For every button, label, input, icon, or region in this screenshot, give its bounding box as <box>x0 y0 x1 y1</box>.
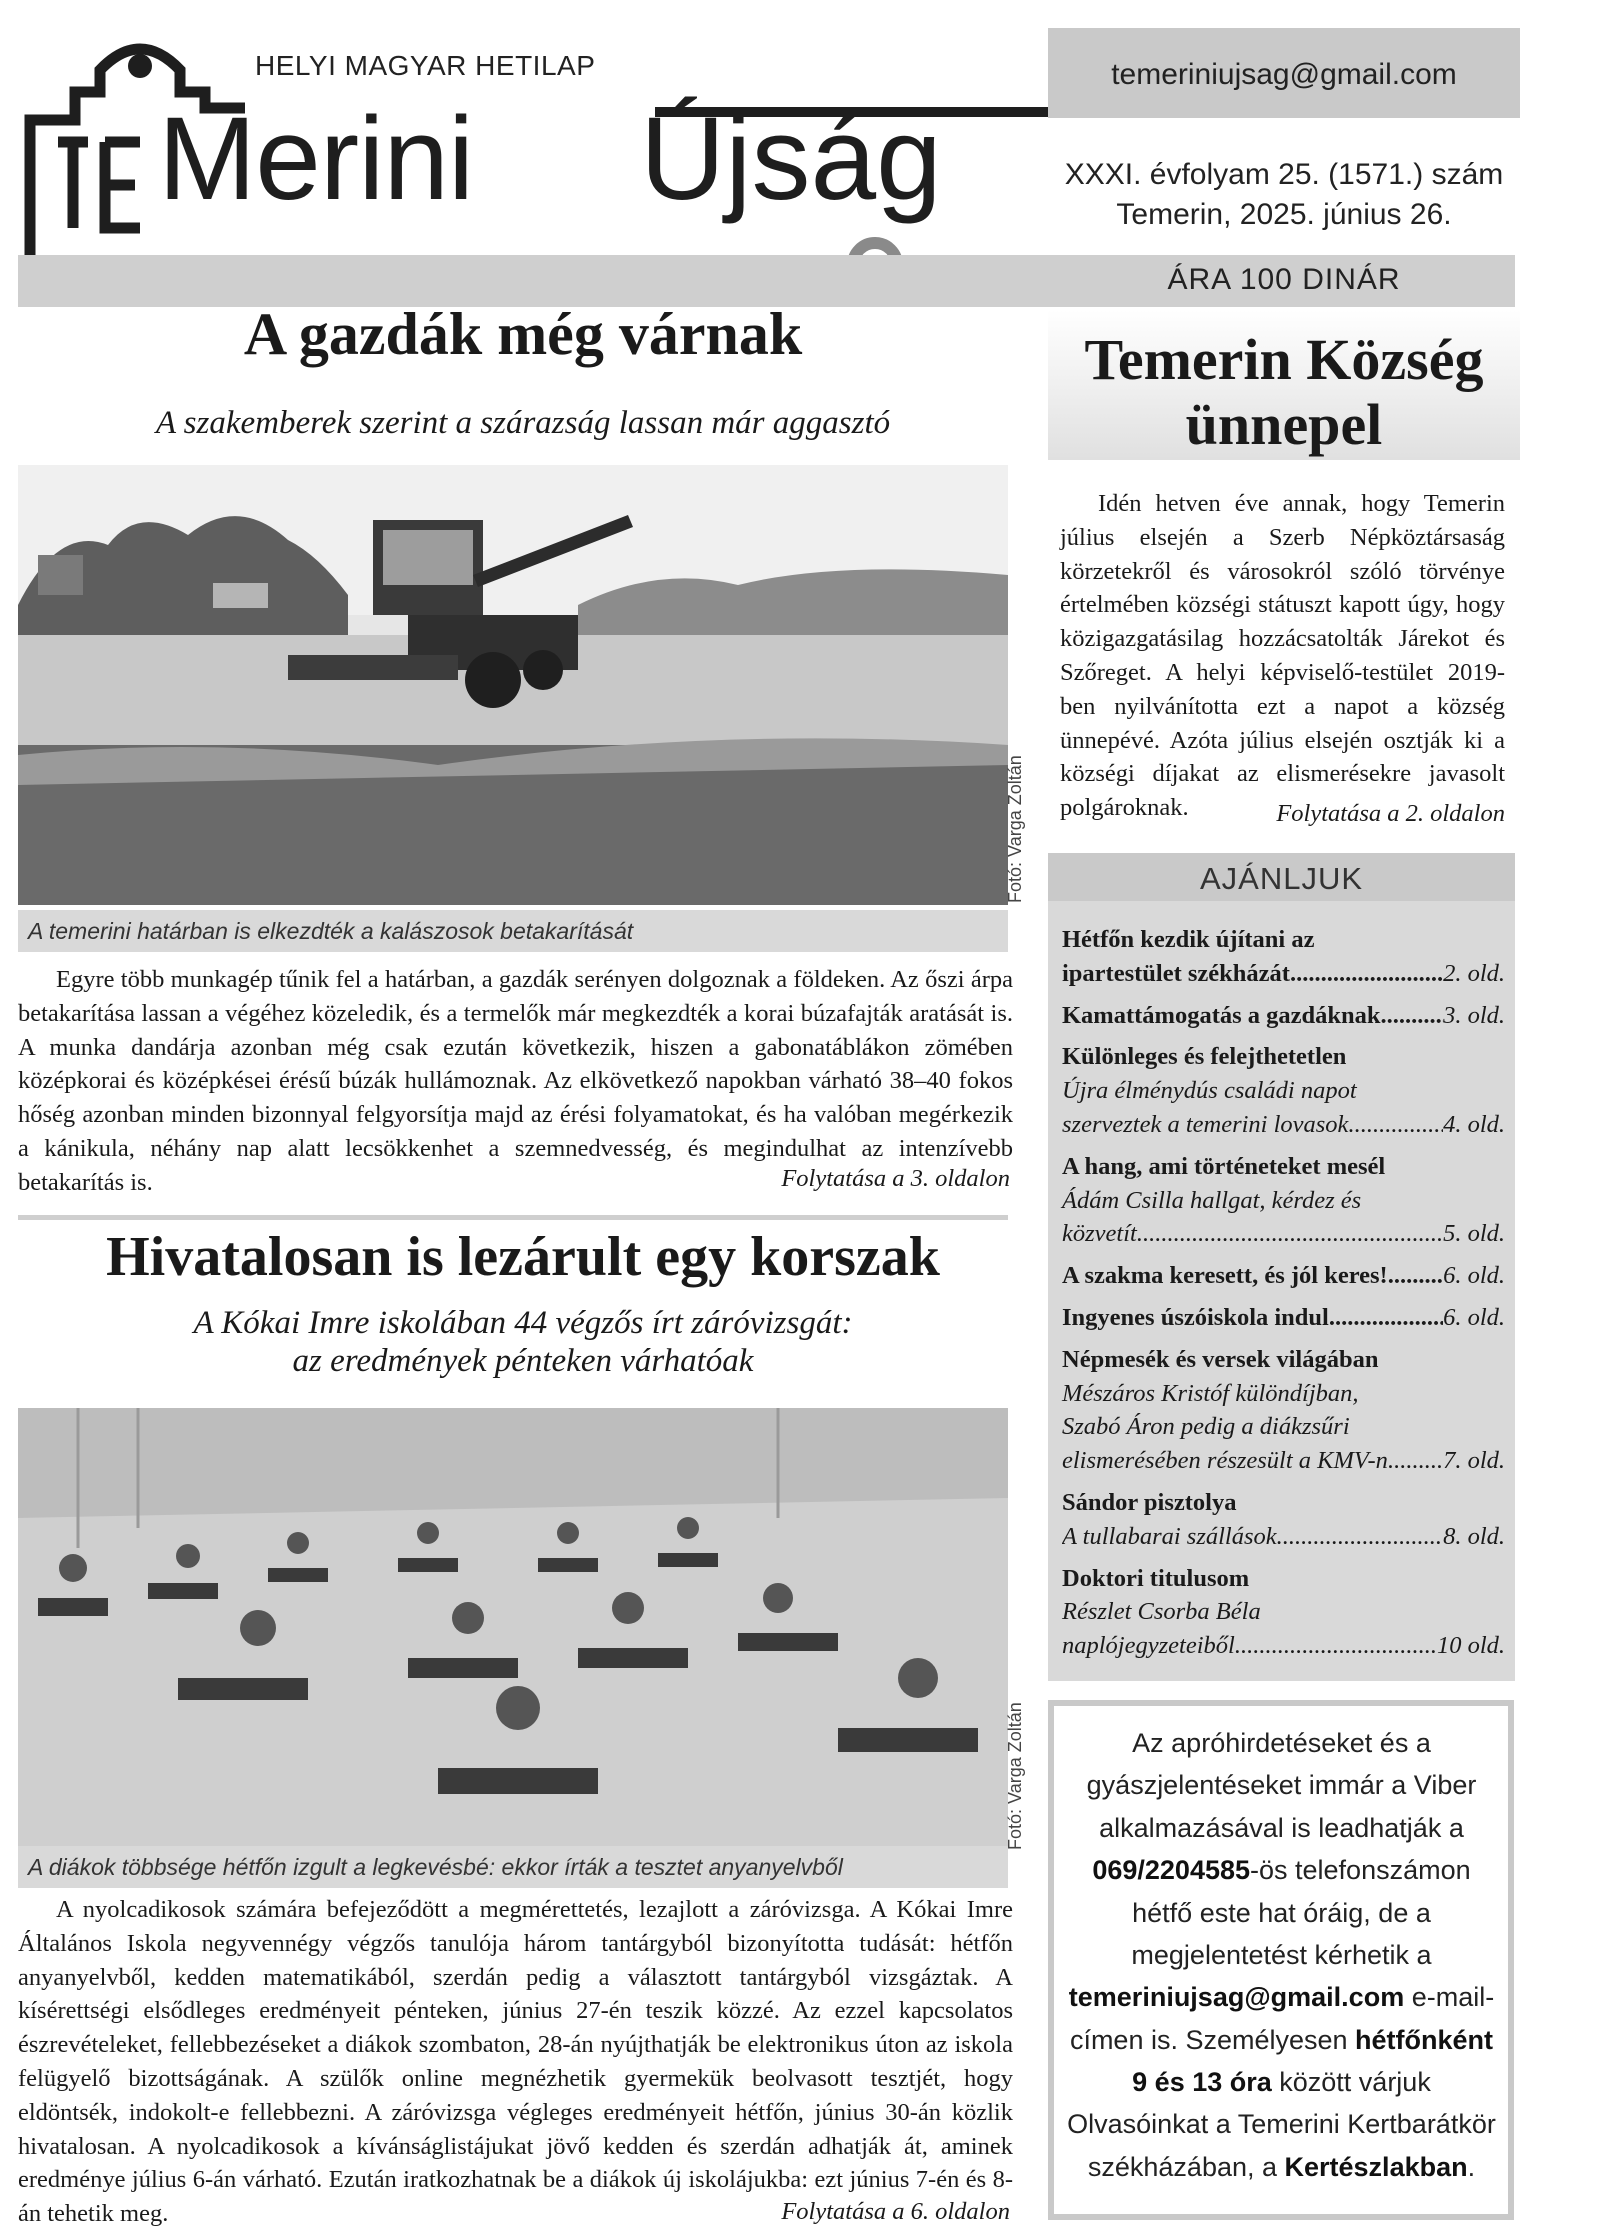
recommended-item-title: Hétfőn kezdik újítani az <box>1062 926 1315 953</box>
ad-notice-text <box>1060 1722 1503 2188</box>
recommended-item-lead: A tullabarai szállások <box>1062 1522 1277 1550</box>
article2-subhead-line1: A Kókai Imre iskolában 44 végzős írt záróvizsgát: <box>193 1305 853 1341</box>
recommended-item[interactable] <box>1062 1301 1505 1335</box>
recommended-item-title: Népmesék és versek világában <box>1062 1345 1379 1373</box>
recommended-item-page: 8. old. <box>1443 1522 1505 1550</box>
recommended-item-subtitle: Ádám Csilla hallgat, kérdez és <box>1062 1186 1362 1214</box>
masthead-title-sag: ság <box>751 93 942 225</box>
recommended-item-lead: ipartestület székházát <box>1062 959 1290 987</box>
recommended-list <box>1062 923 1505 1671</box>
ad-email[interactable]: temeriniujsag@gmail.com <box>1068 1982 1405 2013</box>
ad-text-3: e-mail-címen is. Személyesen <box>1069 1982 1495 2055</box>
recommended-item-page: 4. old. <box>1443 1110 1505 1138</box>
sidebar-article-body: Idén hetven éve annak, hogy Temerin július elsején a Szerb Népköztársaság körzetekről és városokról szóló törvénye értelmében községi státuszt kapott úgy, hogy közigazgatásilag hozzácsatolták Járekot és Szőreget. A helyi képviselő-testület 2019-ben nyilvánította ezt a napot a község ünnepévé. Azóta július elsején osztják ki a községi díjakat az elismerésekre javasolt polgároknak. <box>1060 490 1505 822</box>
recommended-item[interactable] <box>1062 1343 1505 1478</box>
ad-hours: hétfőnként 9 és 13 óra <box>1132 2024 1494 2097</box>
article1-photo-caption: A temerini határban is elkezdték a kalászosok betakarítását <box>28 918 634 944</box>
recommended-item-lead: Kamattámogatás a gazdáknak <box>1062 1001 1381 1029</box>
article1-continued[interactable]: Folytatása a 3. oldalon <box>781 1165 1010 1192</box>
masthead-title-left: Merini <box>158 93 474 225</box>
issue-price: ÁRA 100 DINÁR <box>1167 263 1401 296</box>
issue-number: XXXI. évfolyam 25. (1571.) szám <box>1064 158 1504 191</box>
recommended-heading: AJÁNLJUK <box>1199 861 1364 896</box>
recommended-item-title: Különleges és felejthetetlen <box>1062 1043 1347 1071</box>
ad-text-4: között várjuk Olvasóinkat a Temerini Kertbarátkör székházában, a <box>1067 2067 1496 2182</box>
issue-date: Temerin, 2025. június 26. <box>1116 198 1452 231</box>
recommended-item-title: A hang, ami történeteket mesél <box>1062 1152 1386 1180</box>
article-divider <box>18 1215 1008 1220</box>
recommended-item-subtitle: Részlet Csorba Béla <box>1062 1598 1261 1626</box>
recommended-item-subtitle: Újra élménydús családi napot <box>1062 1077 1357 1105</box>
sidebar-headline-line1: Temerin Község <box>1084 327 1484 392</box>
harvest-photo <box>18 465 1008 905</box>
recommended-item[interactable] <box>1062 1486 1505 1554</box>
article2-subhead-line2: az eredmények pénteken várhatóak <box>292 1343 754 1379</box>
sidebar-headline-line2: ünnepel <box>1185 391 1383 457</box>
tagline: HELYI MAGYAR HETILAP <box>255 50 596 81</box>
recommended-item-page: 6. old. <box>1443 1303 1505 1331</box>
recommended-item-page: 3. old. <box>1443 1001 1505 1029</box>
recommended-item[interactable] <box>1062 1040 1505 1141</box>
article2-photo-credit: Fotó: Varga Zoltán <box>1005 1702 1025 1850</box>
article2-headline[interactable]: Hivatalosan is lezárult egy korszak <box>106 1226 940 1288</box>
exam-hall-photo <box>18 1408 1008 1846</box>
article2-body: A nyolcadikosok számára befejeződött a megmérettetés, lezajlott a záróvizsga. A Kókai Imre Általános Iskola negyvennégy végzős tanulója három tantárgyból bizonyította tudását: hétfőn anyanyelvből, kedden matematikából, szerdán pedig a választott tantárgyból vizsgáztak. A kísérettségi elsődleges eredményeit pénteken, június 27-én teszik közzé. Az ezzel kapcsolatos észrevételeket, fellebbezéseket a diákok szombaton, 28-án nyújthatják be elektronikus úton az iskola felügyelő bizottságának. A szülők online megnézhetik gyermekük beolvasott tesztjét, hogy eldöntsék, indokolt-e fellebbezni. A záróvizsga végleges eredményeit hétfőn, június 30-án közlik hivatalosan. A nyolcadikosok a kívánságlistájukat jövő kedden és szerdán adhatják át, aminek eredménye július 6-án várható. Ezután iratkozhatnak be a diákok új iskolájukba: ezt június 7-én és 8-án tehetik meg. <box>18 1896 1013 2228</box>
article2-photo-caption: A diákok többsége hétfőn izgult a legkevésbé: ekkor írták a tesztet anyanyelvből <box>28 1854 843 1880</box>
masthead-title-uj: Új <box>640 93 752 225</box>
recommended-item-lead: naplójegyzeteiből <box>1062 1632 1235 1660</box>
recommended-item[interactable] <box>1062 1150 1505 1251</box>
recommended-item-subtitle: Mészáros Kristóf különdíjban, <box>1062 1379 1359 1407</box>
recommended-item[interactable] <box>1062 1562 1505 1663</box>
recommended-item-lead: Ingyenes úszóiskola indul <box>1062 1303 1329 1331</box>
recommended-item-lead: elismerésében részesült a KMV-n <box>1062 1447 1388 1475</box>
article1-headline[interactable]: A gazdák még várnak <box>243 301 803 367</box>
article1-subhead: A szakemberek szerint a szárazság lassan már aggasztó <box>155 405 891 441</box>
sidebar-headline[interactable] <box>1048 328 1520 458</box>
article1-body: Egyre több munkagép tűnik fel a határban, a gazdák serényen dolgoznak a földeken. Az őszi árpa betakarítása lassan a végéhez közeledik, és a termelők már megkezdték a korai búzafajták aratását is. A munka dandárja azonban még csak ezután következik, hiszen a gabonatáblákon zömében középkorai és középkései érésű búzák hullámoznak. Az elkövetkező napokban várható 38–40 fokos hőség azonban minden bizonnyal felgyorsítja majd az érési folyamatokat, és ha valóban megérkezik a kánikula, néhány nap alatt lecsökkenhet a szemnedvesség, és megindulhat az intenzívebb betakarítás is. <box>18 966 1013 1196</box>
sidebar-article-continued[interactable]: Folytatása a 2. oldalon <box>1276 800 1505 827</box>
ad-text-5: . <box>1467 2151 1476 2182</box>
recommended-item-lead: szerveztek a temerini lovasok <box>1062 1110 1349 1138</box>
recommended-item-page: 2. old. <box>1443 959 1505 987</box>
masthead-title-right <box>640 93 942 225</box>
ad-place: Kertészlakban <box>1284 2151 1468 2182</box>
recommended-item[interactable] <box>1062 1259 1505 1293</box>
recommended-item-page: 6. old. <box>1443 1262 1505 1290</box>
article2-continued[interactable]: Folytatása a 6. oldalon <box>781 2198 1010 2225</box>
recommended-item[interactable] <box>1062 923 1505 991</box>
recommended-item[interactable] <box>1062 999 1505 1033</box>
recommended-item-subtitle: Szabó Áron pedig a diákzsűri <box>1062 1413 1350 1441</box>
header-email[interactable]: temeriniujsag@gmail.com <box>1111 58 1457 91</box>
article1-photo-credit: Fotó: Varga Zoltán <box>1005 755 1025 903</box>
ad-text-1: Az apróhirdetéseket és a gyászjelentéseket immár a Viber alkalmazásával is leadhatják a <box>1086 1728 1477 1843</box>
ad-phone[interactable]: 069/2204585 <box>1092 1855 1251 1886</box>
recommended-item-title: Sándor pisztolya <box>1062 1488 1237 1516</box>
recommended-item-lead: közvetít <box>1062 1220 1137 1248</box>
recommended-item-page: 10 old. <box>1436 1632 1505 1660</box>
recommended-item-page: 7. old. <box>1443 1447 1505 1475</box>
recommended-item-title: Doktori titulusom <box>1062 1564 1250 1592</box>
recommended-item-lead: A szakma keresett, és jól keres! <box>1062 1262 1388 1290</box>
recommended-item-page: 5. old. <box>1443 1220 1505 1248</box>
ad-text-2: -ös telefonszámon hétfő este hat óráig, de a megjelentetést kérhetik a <box>1131 1855 1471 1970</box>
